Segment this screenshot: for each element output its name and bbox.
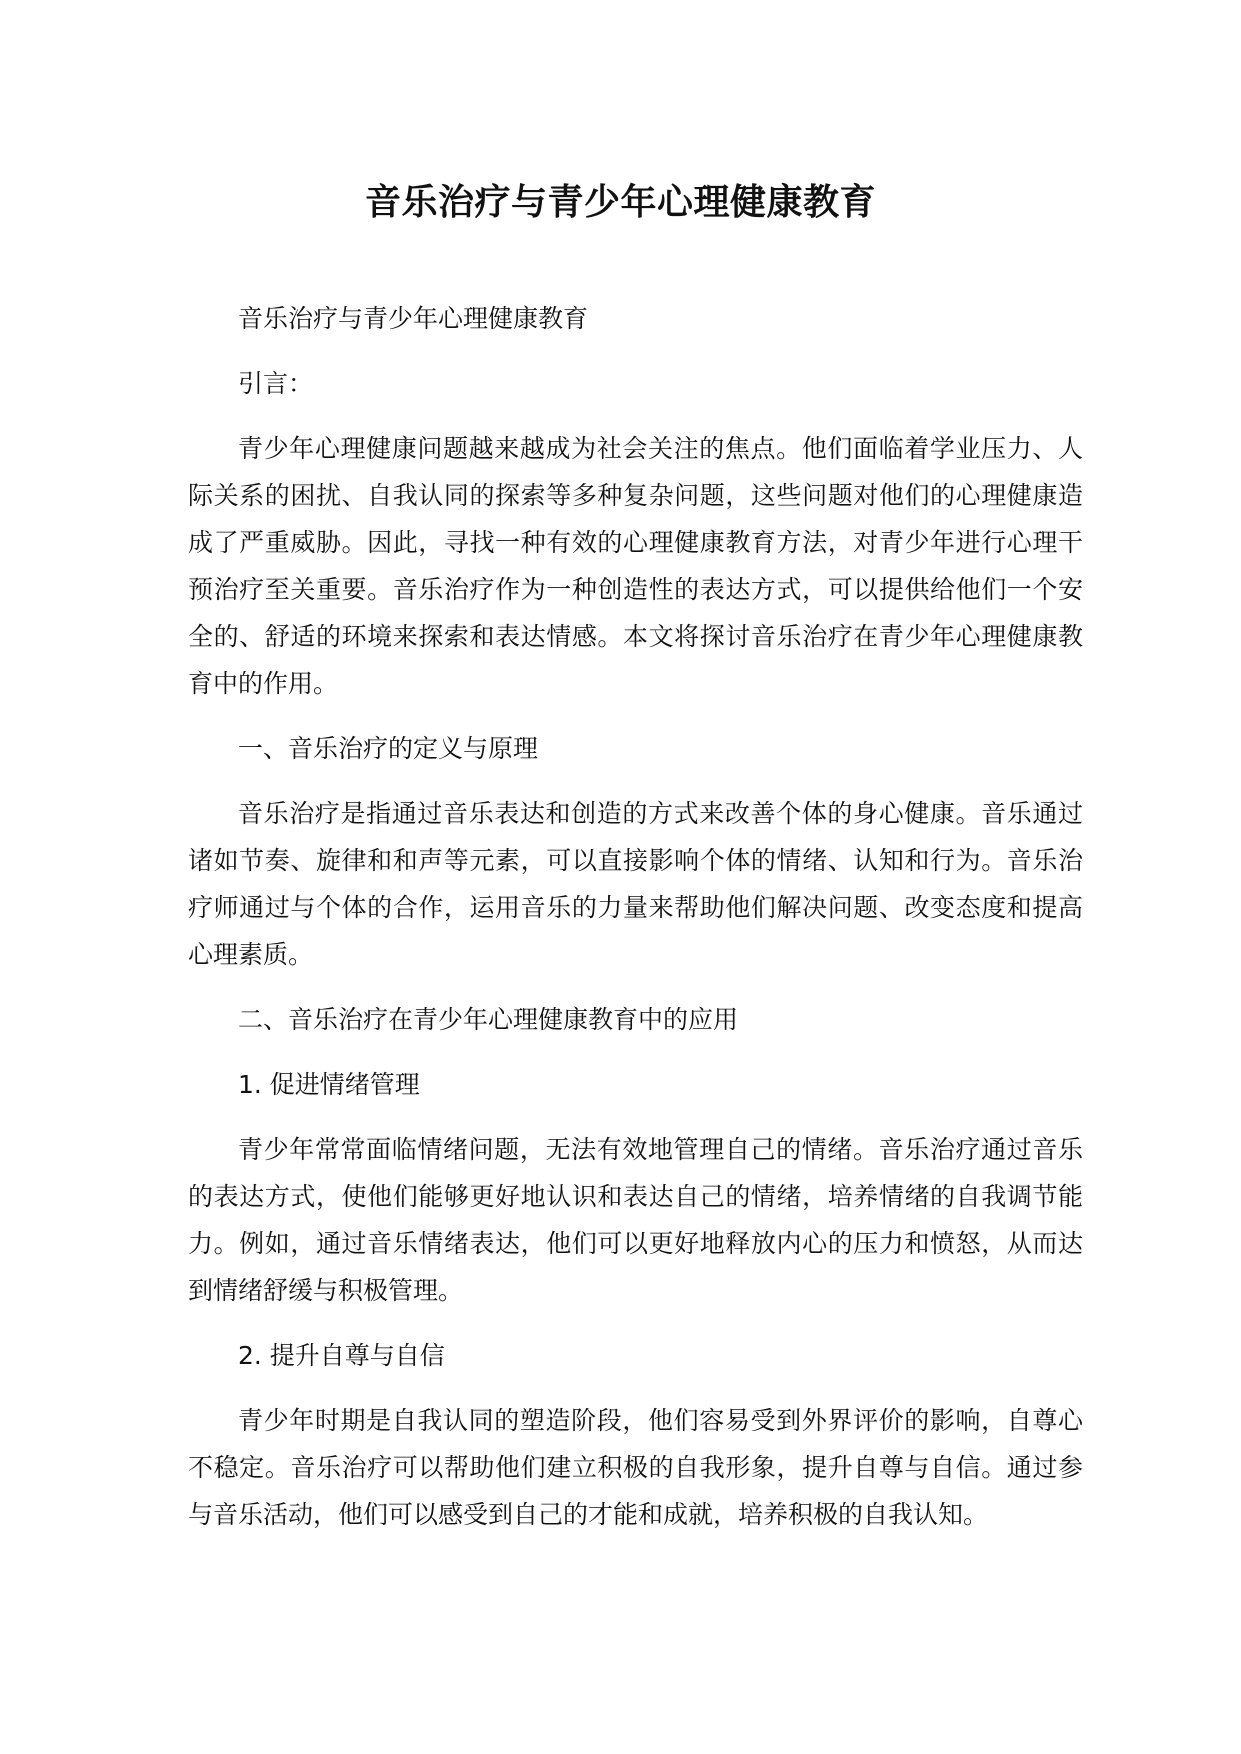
section-one-heading: 一、音乐治疗的定义与原理 [238,734,539,763]
section-two-heading: 二、音乐治疗在青少年心理健康教育中的应用 [238,1005,739,1034]
document-body [188,295,1083,1538]
subsection-one-paragraph: 青少年常常面临情绪问题，无法有效地管理自己的情绪。音乐治疗通过音乐的表达方式，使他们能够更好地认识和表达自己的情绪，培养情绪的自我调节能力。例如，通过音乐情绪表达，他们可以更好地释放内心的压力和愤怒，从而达到情绪舒缓与积极管理。 [188,1135,1083,1305]
subtitle-paragraph: 音乐治疗与青少年心理健康教育 [238,304,589,333]
introduction-paragraph: 青少年心理健康问题越来越成为社会关注的焦点。他们面临着学业压力、人际关系的困扰、自我认同的探索等多种复杂问题，这些问题对他们的心理健康造成了严重威胁。因此，寻找一种有效的心理健康教育方法，对青少年进行心理干预治疗至关重要。音乐治疗作为一种创造性的表达方式，可以提供给他们一个安全的、舒适的环境来探索和表达情感。本文将探讨音乐治疗在青少年心理健康教育中的作用。 [188,434,1083,698]
introduction-heading: 引言： [238,369,314,398]
subsection-two-paragraph: 青少年时期是自我认同的塑造阶段，他们容易受到外界评价的影响，自尊心不稳定。音乐治疗可以帮助他们建立积极的自我形象，提升自尊与自信。通过参与音乐活动，他们可以感受到自己的才能和成就，培养积极的自我认知。 [188,1406,1083,1529]
subsection-two-heading: 2. 提升自尊与自信 [238,1341,445,1370]
subsection-one-heading: 1. 促进情绪管理 [238,1070,420,1099]
section-one-paragraph: 音乐治疗是指通过音乐表达和创造的方式来改善个体的身心健康。音乐通过诸如节奏、旋律和和声等元素，可以直接影响个体的情绪、认知和行为。音乐治疗师通过与个体的合作，运用音乐的力量来帮助他们解决问题、改变态度和提高心理素质。 [188,799,1083,969]
document-title: 音乐治疗与青少年心理健康教育 [364,182,876,223]
